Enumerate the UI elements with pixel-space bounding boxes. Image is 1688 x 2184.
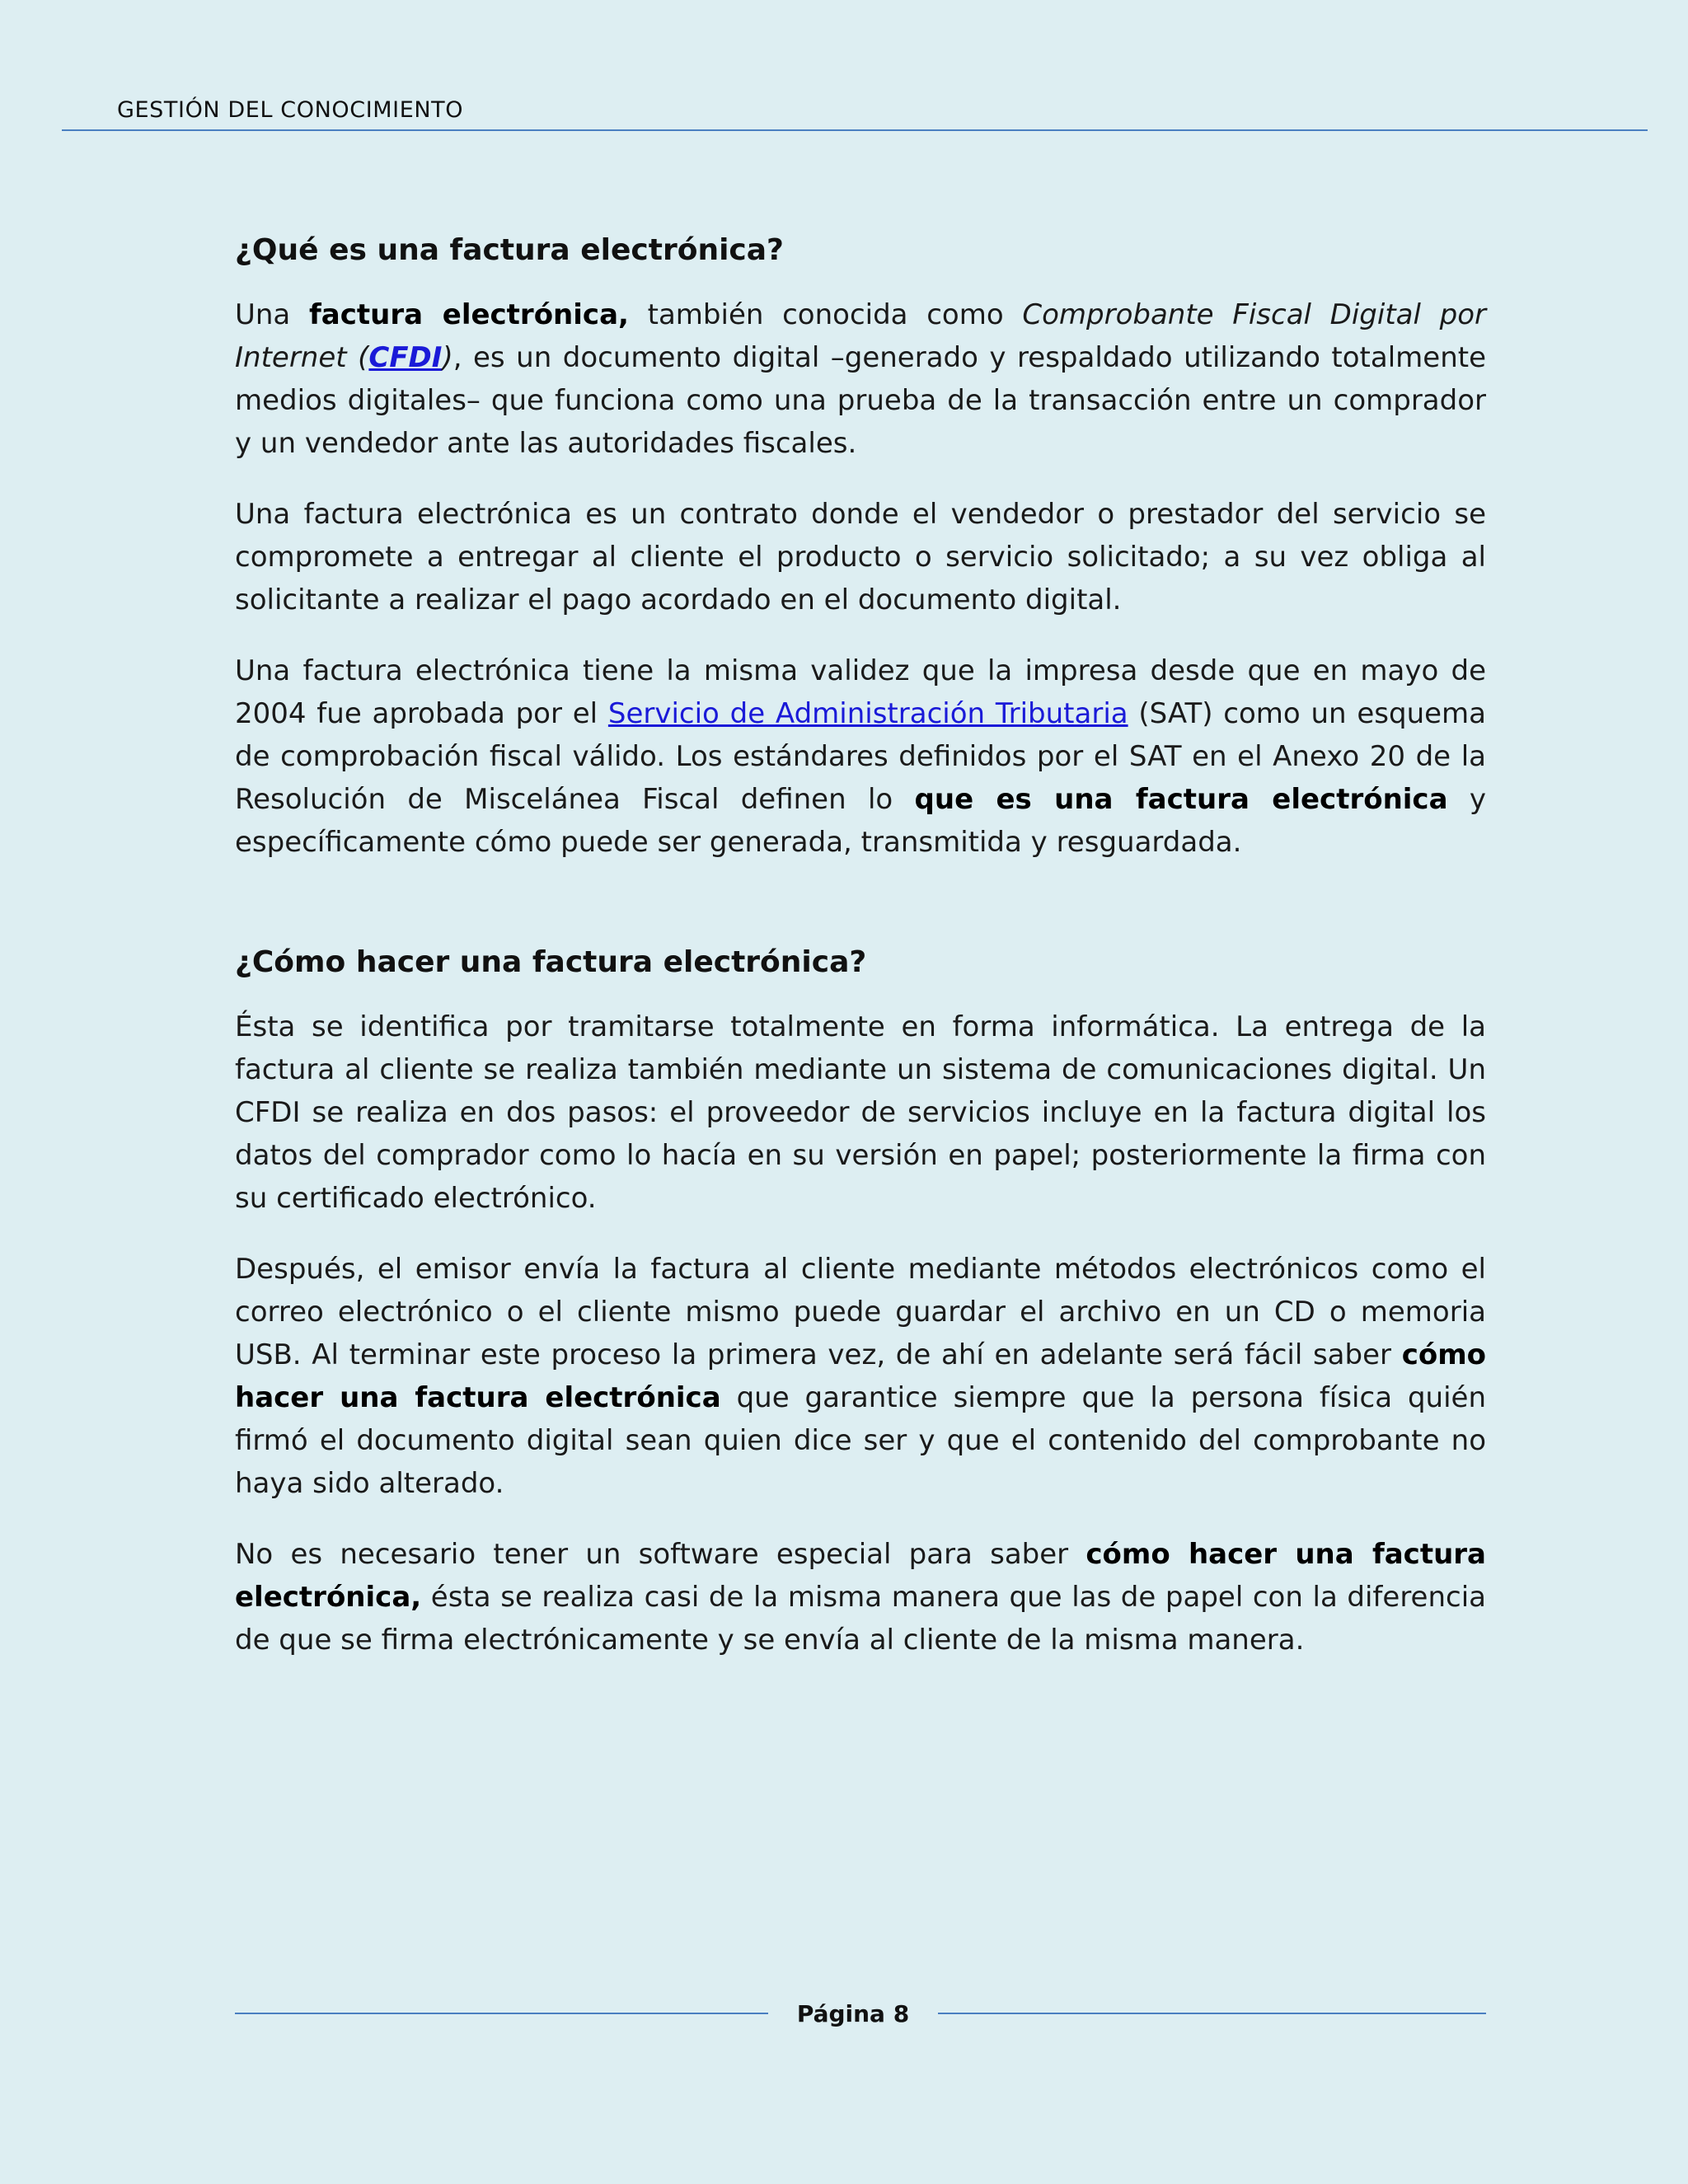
page-footer xyxy=(235,1998,1486,2031)
page-number: Página 8 xyxy=(796,2000,910,2027)
paragraph-definition xyxy=(235,293,1486,465)
footer-rule-left xyxy=(235,2013,768,2014)
text: ésta se realiza casi de la misma manera que las de papel con la diferencia de que se firma electrónicamente y se envía al cliente de la misma manera. xyxy=(235,1581,1486,1657)
cfdi-link[interactable]: CFDI xyxy=(368,341,443,374)
text: que garantice siempre que la persona física quién firmó el documento digital sean quien dice ser y que el contenido del comprobante no haya sido alterado. xyxy=(235,1381,1486,1500)
page-content xyxy=(235,223,1486,1690)
text: (SAT) como un esquema de comprobación fiscal válido. Los estándares definidos por el SAT en el Anexo 20 de la Resolución de Miscelánea Fiscal definen lo xyxy=(235,697,1487,816)
text: No es necesario tener un software especial para saber xyxy=(235,1538,1086,1571)
sat-link[interactable]: Servicio de Administración Tributaria xyxy=(607,697,1128,730)
text: y específicamente cómo puede ser generada, transmitida y resguardada. xyxy=(235,783,1486,859)
italic-term: Comprobante Fiscal Digital por Internet ( xyxy=(235,298,1486,374)
paragraph-sending xyxy=(235,1248,1486,1505)
header-rule xyxy=(62,129,1648,131)
paragraph-validity xyxy=(235,649,1486,864)
paragraph-software xyxy=(235,1533,1486,1661)
paragraph-identification: Ésta se identifica por tramitarse totalmente en forma informática. La entrega de la factura al cliente se realiza también mediante un sistema de comunicaciones digital. Un CFDI se realiza en dos pasos: el proveedor de servicios incluye en la factura digital los datos del comprador como lo hacía en su versión en papel; posteriormente la firma con su certificado electrónico. xyxy=(235,1010,1486,1215)
text: también conocida como xyxy=(628,298,1023,331)
text: Una xyxy=(235,298,309,331)
bold-term: cómo hacer una factura electrónica xyxy=(235,1338,1486,1414)
bold-term: que es una factura electrónica xyxy=(914,783,1448,816)
running-header: GESTIÓN DEL CONOCIMIENTO xyxy=(117,97,464,123)
bold-term: cómo hacer una factura electrónica, xyxy=(235,1538,1487,1614)
footer-rule-right xyxy=(938,2013,1486,2014)
text: Una factura electrónica tiene la misma validez que la impresa desde que en mayo de 2004 fue aprobada por el xyxy=(235,654,1486,730)
section-heading-how-to: ¿Cómo hacer una factura electrónica? xyxy=(235,945,867,979)
italic-paren: ) xyxy=(442,341,453,374)
section-spacer xyxy=(235,892,1486,935)
section-heading-what-is: ¿Qué es una factura electrónica? xyxy=(235,233,784,267)
paragraph-contract: Una factura electrónica es un contrato donde el vendedor o prestador del servicio se compromete a entregar al cliente el producto o servicio solicitado; a su vez obliga al solicitante a realizar el pago acordado en el documento digital. xyxy=(235,498,1486,616)
bold-term: factura electrónica, xyxy=(308,298,629,331)
text: Después, el emisor envía la factura al cliente mediante métodos electrónicos como el correo electrónico o el cliente mismo puede guardar el archivo en un CD o memoria USB. Al terminar este proceso la primera vez, de ahí en adelante será fácil saber xyxy=(235,1253,1486,1371)
text: , es un documento digital –generado y respaldado utilizando totalmente medios digitales– que funciona como una prueba de la transacción entre un comprador y un vendedor ante las autoridades fiscales. xyxy=(235,341,1486,460)
